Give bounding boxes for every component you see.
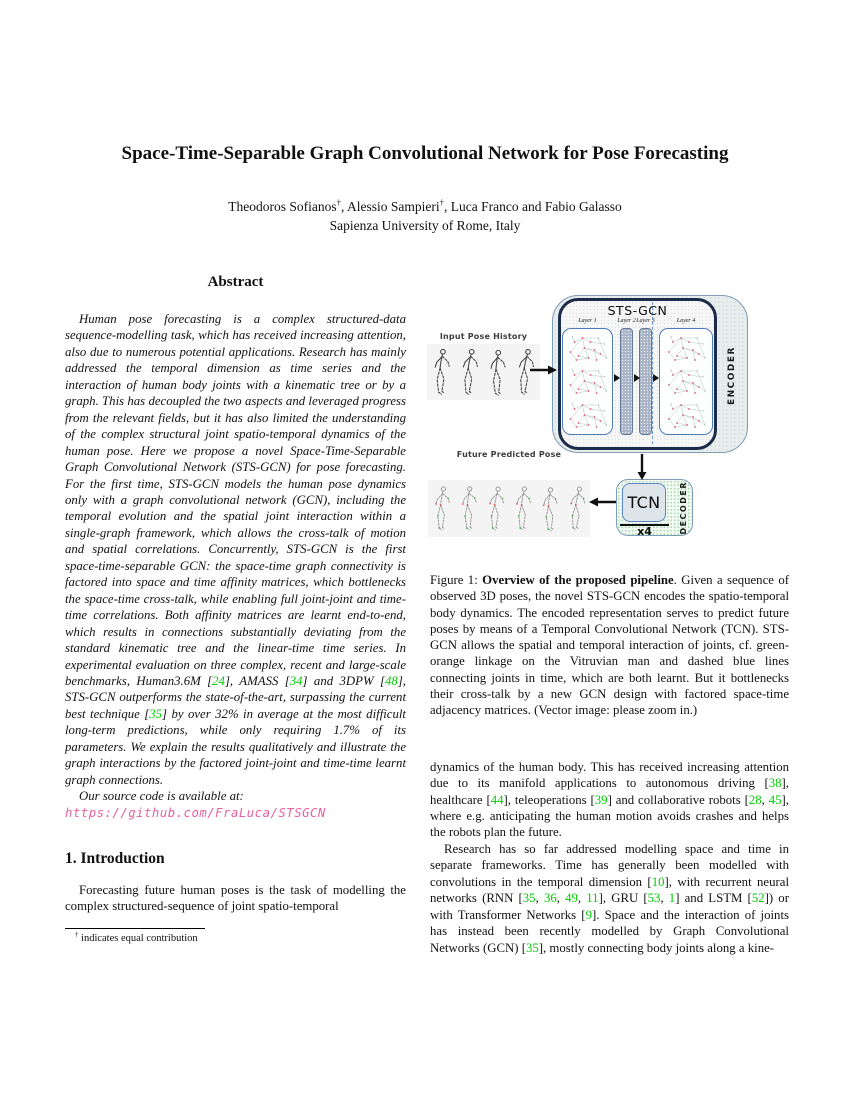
footnote <box>65 928 406 944</box>
source-code-link[interactable]: https://github.com/FraLuca/STSGCN <box>65 805 326 820</box>
pose-sketch <box>511 344 541 399</box>
pose-graph <box>661 399 711 431</box>
pose-sketch <box>535 481 564 537</box>
decoder-label-text: DECODER <box>678 480 688 535</box>
future-predicted-pose-label: Future Predicted Pose <box>456 450 562 459</box>
abstract-source-note: Our source code is available at: <box>79 789 244 804</box>
layer-1-label: Layer 1 <box>578 318 597 324</box>
pose-sketch <box>455 345 484 400</box>
encoder-label <box>717 320 747 430</box>
intro-right-paragraph-1: dynamics of the human body. This has received increasing attention due to its manifold applications to autonomous driving [38], healthcare [44], teleoperations [39] and collaborative robots [28, 45], where e.g. anticipating the human motion avoids crashes and helps the robots plan the future. <box>430 759 789 840</box>
pose-graph <box>564 365 611 397</box>
paper-title: Space-Time-Separable Graph Convolutional Network for Pose Forecasting <box>121 143 729 164</box>
pose-sketch <box>483 346 512 401</box>
intro-left-paragraph: Forecasting future human poses is the task of modelling the complex structured-sequence of joint spatio-temporal <box>65 882 406 914</box>
tcn-box <box>622 483 666 522</box>
footnote-text: † indicates equal contribution <box>75 931 198 944</box>
abstract-heading: Abstract <box>207 274 264 290</box>
layer-2-label: Layer 2 <box>617 318 636 324</box>
pose-sketch <box>455 481 483 537</box>
decoder-label <box>676 480 690 535</box>
authors-line: Theodoros Sofianos†, Alessio Sampieri†, Luca Franco and Fabio Galasso <box>228 197 622 214</box>
left-column <box>65 274 406 944</box>
intro-right-paragraph-2: Research has so far addressed modelling space and time in separate frameworks. Time has generally been modelled with convolutions in the temporal dimension [10], with recurrent neural networks (RNN [35, 36, 49, 11], GRU [53, 1] and LSTM [52]) or with Transformer Networks [9]. Space and the interaction of joints has instead been recently modelled by Graph Convolutional Networks (GCN) [35], mostly connecting body joints along a kine- <box>430 841 789 955</box>
decoder-block <box>616 479 693 536</box>
pose-graph <box>661 332 711 364</box>
figure-caption: Figure 1: Overview of the proposed pipeline. Given a sequence of observed 3D poses, the novel STS-GCN encodes the spatio-temporal body dynamics. The encoded representation serves to predict future poses by means of a Temporal Convolutional Network (TCN). STS-GCN allows the spatial and temporal interaction of joints, cf. green-orange linkage on the Vitruvian man and dashed blue lines connecting joints in time, which are both learnt. But it bottlenecks their cross-talk by a new GCN design with factored space-time adjacency matrices. (Vector image: please zoom in.) <box>430 573 789 718</box>
pose-graph <box>564 399 611 431</box>
layer-1-box <box>562 328 613 435</box>
pose-graph <box>564 332 611 364</box>
pose-sketch <box>510 481 536 536</box>
layer-3-bar <box>639 328 652 435</box>
figure-1 <box>430 290 789 560</box>
encoder-label-text: ENCODER <box>727 345 737 405</box>
layer-4-label: Layer 4 <box>676 318 696 324</box>
tcn-label: TCN <box>627 493 661 512</box>
affiliation-line: Sapienza University of Rome, Italy <box>329 218 521 233</box>
pose-sketch <box>429 481 455 536</box>
layer-4-box <box>659 328 713 435</box>
layer-2-bar <box>620 328 633 435</box>
footnote-rule <box>65 928 205 929</box>
sts-gcn-label: STS-GCN <box>607 303 668 318</box>
right-column <box>430 290 789 956</box>
pose-sketch <box>428 345 455 399</box>
pose-sketch <box>562 480 591 536</box>
input-pose-history-label: Input Pose History <box>439 332 528 341</box>
pose-sketch <box>482 481 510 537</box>
pose-graph <box>661 365 711 397</box>
layer-3-label: Layer 3 <box>636 318 655 324</box>
abstract-paragraph: Human pose forecasting is a complex structured-data sequence-modelling task, which has received increasing attention, also due to numerous potential applications. Research has mainly addressed the temporal dimension as time series and the interaction of human body joints with a kinematic tree or by a graph. This has decoupled the two aspects and leveraged progress from the relevant fields, but it has also limited the understanding of the complex structural joint spatio-temporal dynamics of the human pose. Here we propose a novel Space-Time-Separable Graph Convolutional Network (STS-GCN) for pose forecasting. For the first time, STS-GCN models the human pose dynamics only with a graph convolutional network (GCN), including the temporal evolution and the spatial joint interaction within a single-graph framework, which allows the cross-talk of motion and spatial correlations. Concurrently, STS-GCN is the first space-time-separable GCN: the space-time graph connectivity is factored into space and time affinity matrices, which bottlenecks the space-time cross-talk, while enabling full joint-joint and time-time correlations. Both affinity matrices are learnt end-to-end, which results in connections substantially deviating from the standard kinematic tree and the linear-time time series. In experimental evaluation on three complex, recent and large-scale benchmarks, Human3.6M [24], AMASS [34] and 3DPW [48], STS-GCN outperforms the state-of-the-art, surpassing the current best technique [35] by over 32% in average at the most difficult long-term predictions, while only requiring 1.7% of its parameters. We explain the results qualitatively and illustrate the graph interactions by the factored joint-joint and time-time learnt graph connections. <box>65 312 406 787</box>
predicted-pose-sketches <box>428 480 590 537</box>
introduction-heading: 1. Introduction <box>65 849 165 867</box>
input-pose-sketches <box>427 344 540 400</box>
tcn-multiplier: x4 <box>637 525 652 538</box>
